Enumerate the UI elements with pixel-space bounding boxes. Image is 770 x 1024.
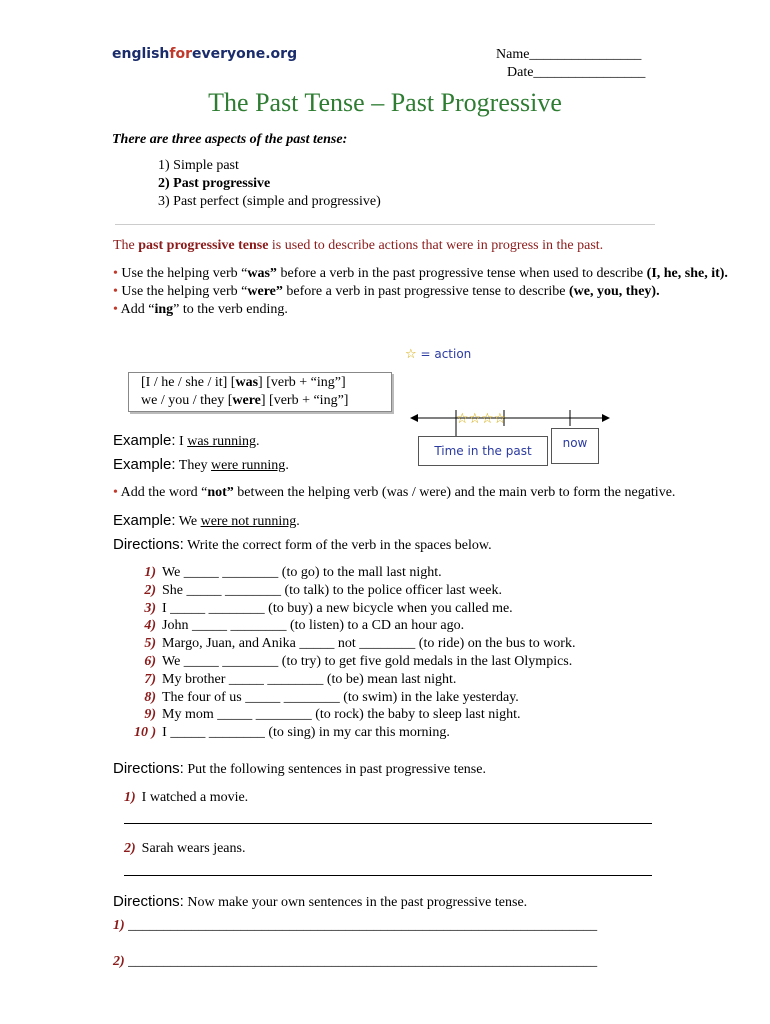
example-1: Example: I was running. bbox=[113, 432, 260, 449]
exercise-item[interactable]: 1) We _____ ________ (to go) to the mall last night. bbox=[144, 565, 442, 580]
star-icon: ☆ bbox=[405, 347, 417, 362]
exercise-item[interactable]: 9) My mom _____ ________ (to rock) the baby to sleep last night. bbox=[144, 707, 521, 723]
directions-2: Directions: Put the following sentences in past progressive tense. bbox=[113, 760, 486, 777]
right-arrow-icon bbox=[602, 414, 610, 422]
formula-line: we / you / they [were] [verb + “ing”] bbox=[141, 393, 349, 408]
list-item: 1) Simple past bbox=[158, 158, 239, 173]
example-2: Example: They were running. bbox=[113, 456, 289, 473]
own-sentence[interactable]: 2) ___________________________________________________________________ bbox=[113, 954, 598, 969]
site-logo: englishforeveryone.org bbox=[112, 46, 298, 62]
formula-line: [I / he / she / it] [was] [verb + “ing”] bbox=[141, 375, 346, 390]
exercise-item[interactable]: 7) My brother _____ ________ (to be) mean last night. bbox=[144, 671, 457, 687]
left-arrow-icon bbox=[410, 414, 418, 422]
rules-list bbox=[113, 265, 733, 319]
exercise-item[interactable]: 5) Margo, Juan, and Anika _____ not ________ (to ride) on the bus to work. bbox=[144, 636, 576, 652]
exercise-item[interactable]: 3) I _____ ________ (to buy) a new bicycle when you called me. bbox=[144, 600, 513, 616]
rule-item: • Use the helping verb “were” before a verb in past progressive tense to describe (we, you, they). bbox=[113, 284, 660, 299]
conversion-item: 2) Sarah wears jeans. bbox=[124, 841, 246, 856]
date-field[interactable]: Date________________ bbox=[507, 65, 646, 80]
rule-item: • Add “ing” to the verb ending. bbox=[113, 302, 288, 317]
answer-line[interactable] bbox=[124, 823, 652, 824]
aspects-list bbox=[158, 157, 381, 211]
now-box: now bbox=[551, 428, 599, 464]
action-legend: ☆ = action bbox=[405, 347, 472, 362]
name-field[interactable]: Name________________ bbox=[496, 47, 642, 62]
page-title: The Past Tense – Past Progressive bbox=[208, 88, 562, 117]
exercise-item[interactable]: 8) The four of us _____ ________ (to swim) in the lake yesterday. bbox=[144, 689, 519, 705]
intro-text: There are three aspects of the past tense: bbox=[112, 132, 348, 147]
time-in-past-box: Time in the past bbox=[418, 436, 548, 466]
exercise-list bbox=[134, 564, 575, 742]
directions-3: Directions: Now make your own sentences in the past progressive tense. bbox=[113, 893, 528, 910]
conversion-item: 1) I watched a movie. bbox=[124, 790, 249, 805]
list-item: 2) Past progressive bbox=[158, 176, 271, 191]
negative-rule: • Add the word “not” between the helping verb (was / were) and the main verb to form the negative. bbox=[113, 485, 676, 500]
formula-box bbox=[128, 372, 392, 412]
list-item: 3) Past perfect (simple and progressive) bbox=[158, 194, 381, 209]
definition: The past progressive tense is used to describe actions that were in progress in the past. bbox=[113, 238, 604, 253]
example-3: Example: We were not running. bbox=[113, 512, 300, 529]
directions-1: Directions: Write the correct form of the verb in the spaces below. bbox=[113, 536, 492, 553]
exercise-item[interactable]: 4) John _____ ________ (to listen) to a CD an hour ago. bbox=[144, 618, 465, 634]
exercise-item[interactable]: 10 ) I _____ ________ (to sing) in my car this morning. bbox=[134, 725, 450, 741]
star-icon: ☆☆☆☆ bbox=[456, 411, 507, 427]
exercise-item[interactable]: 2) She _____ ________ (to talk) to the police officer last week. bbox=[144, 582, 502, 598]
own-sentence[interactable]: 1) ___________________________________________________________________ bbox=[113, 918, 598, 933]
rule-item: • Use the helping verb “was” before a verb in the past progressive tense when used to describe (I, he, she, it). bbox=[113, 266, 728, 281]
exercise-item[interactable]: 6) We _____ ________ (to try) to get five gold medals in the last Olympics. bbox=[144, 653, 573, 669]
answer-line[interactable] bbox=[124, 875, 652, 876]
divider bbox=[115, 224, 655, 225]
